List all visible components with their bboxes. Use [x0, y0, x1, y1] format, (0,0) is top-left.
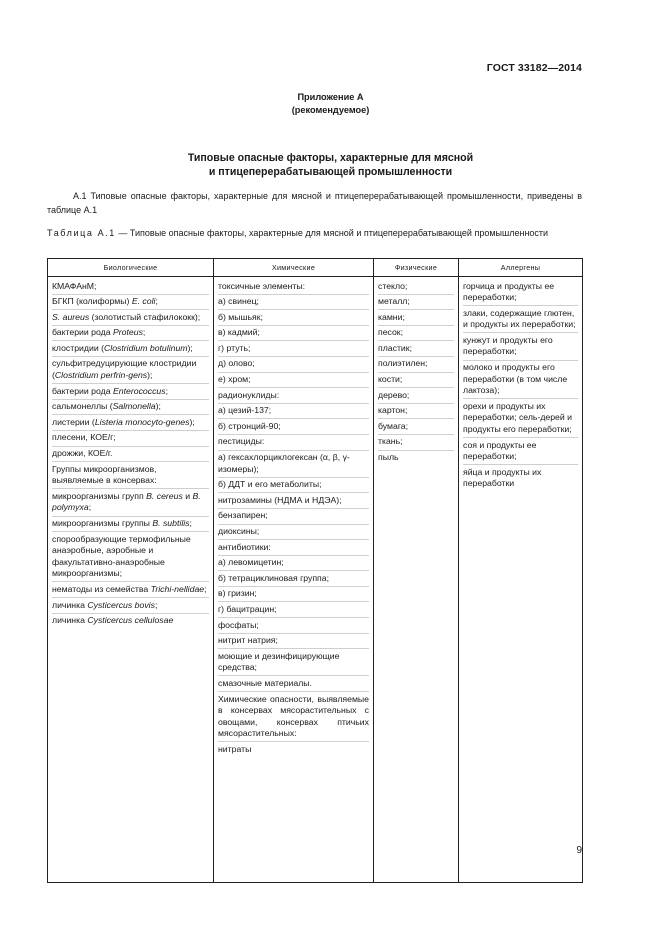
- chemical-item: Химические опасности, выявляемые в консервах мясорастительных с овощами, консервах птичьих мясорастительных:: [218, 692, 369, 742]
- intro-paragraph: А.1 Типовые опасные факторы, характерные для мясной и птицеперерабатывающей промышленности, приведены в таблице А.1: [47, 191, 582, 215]
- biological-item: микроорганизмы групп B. cereus и B. polymyxa;: [52, 489, 209, 516]
- hazard-factors-table: [47, 258, 583, 883]
- allergens-item: орехи и продукты их переработки; сель-дерей и продукты его переработки;: [463, 399, 578, 438]
- section-title-line-2: и птицеперерабатывающей промышленности: [208, 165, 453, 178]
- physical-item: пыль: [378, 452, 399, 463]
- chemical-item: диоксины;: [218, 525, 369, 541]
- biological-item: плесени, КОЕ/г;: [52, 431, 209, 447]
- biological-cell: [48, 277, 214, 883]
- biological-item: БГКП (колиформы) E. coli;: [52, 295, 209, 311]
- chemical-list: [218, 279, 369, 757]
- chemical-item: а) левомицетин;: [218, 556, 369, 572]
- physical-item: ткань;: [378, 435, 454, 451]
- chemical-item: моющие и дезинфицирующие средства;: [218, 649, 369, 676]
- chemical-item: б) стронций-90;: [218, 419, 369, 435]
- biological-item: сальмонеллы (Salmonella);: [52, 400, 209, 416]
- chemical-item: нитрозамины (НДМА и НДЭА);: [218, 493, 369, 509]
- allergens-item: злаки, содержащие глютен, и продукты их переработки;: [463, 306, 578, 333]
- table-caption-prefix: Таблица А.1: [47, 228, 116, 238]
- page-number: 9: [576, 845, 582, 856]
- allergens-cell: [459, 277, 583, 883]
- biological-item: листерии (Listeria monocyto-genes);: [52, 415, 209, 431]
- biological-item: КМАФАнМ;: [52, 279, 209, 295]
- chemical-item: г) ртуть;: [218, 341, 369, 357]
- biological-list: [52, 279, 209, 628]
- biological-item: микроорганизмы группы B. subtilis;: [52, 517, 209, 533]
- chemical-item: радионуклиды:: [218, 388, 369, 404]
- chemical-item: г) бацитрацин;: [218, 602, 369, 618]
- chemical-item: а) свинец;: [218, 295, 369, 311]
- table-caption-text: — Типовые опасные факторы, характерные для мясной и птицеперерабатывающей промышленности: [115, 228, 549, 238]
- chemical-item: а) гексахлорциклогексан (α, β, γ-изомеры);: [218, 451, 369, 478]
- section-title-line-1: Типовые опасные факторы, характерные для мясной: [187, 152, 474, 164]
- physical-item: картон;: [378, 404, 454, 420]
- table-body-row: [48, 277, 583, 883]
- header-physical: Физические: [374, 259, 459, 277]
- chemical-item: нитраты: [218, 743, 252, 754]
- chemical-item: в) кадмий;: [218, 326, 369, 342]
- allergens-list: [463, 279, 578, 492]
- physical-item: пластик;: [378, 341, 454, 357]
- biological-item: Группы микроорганизмов, выявляемые в консервах:: [52, 462, 209, 489]
- allergens-item: соя и продукты ее переработки;: [463, 438, 578, 465]
- header-allergens: Аллергены: [459, 259, 583, 277]
- header-biological: Биологические: [48, 259, 214, 277]
- allergens-item: молоко и продукты его переработки (в том числе лактоза);: [463, 361, 578, 400]
- physical-item: дерево;: [378, 388, 454, 404]
- appendix-heading: [0, 91, 661, 117]
- physical-item: камни;: [378, 310, 454, 326]
- chemical-item: бензапирен;: [218, 509, 369, 525]
- biological-item: нематоды из семейства Trichi-nellidae;: [52, 582, 209, 598]
- chemical-cell: [214, 277, 374, 883]
- allergens-item: яйца и продукты их переработки: [463, 466, 542, 489]
- allergens-item: горчица и продукты ее переработки;: [463, 279, 578, 306]
- chemical-item: антибиотики:: [218, 540, 369, 556]
- biological-item: S. aureus (золотистый стафилококк);: [52, 310, 209, 326]
- physical-cell: [374, 277, 459, 883]
- physical-item: металл;: [378, 295, 454, 311]
- biological-item: спорообразующие термофильные анаэробные, аэробные и факультативно-анаэробные микроорганизмы;: [52, 532, 209, 582]
- biological-item: личинка Cysticercus bovis;: [52, 598, 209, 614]
- physical-item: стекло;: [378, 279, 454, 295]
- header-chemical: Химические: [214, 259, 374, 277]
- biological-item: бактерии рода Proteus;: [52, 326, 209, 342]
- physical-list: [378, 279, 454, 465]
- chemical-item: смазочные материалы.: [218, 676, 369, 692]
- chemical-item: нитрит натрия;: [218, 634, 369, 650]
- biological-item: сульфитредуцирующие клостридии (Clostridium perfrin-gens);: [52, 357, 209, 384]
- physical-item: бумага;: [378, 419, 454, 435]
- biological-item: бактерии рода Enterococcus;: [52, 384, 209, 400]
- allergens-item: кунжут и продукты его переработки;: [463, 333, 578, 360]
- chemical-item: в) гризин;: [218, 587, 369, 603]
- section-title: [0, 152, 661, 179]
- chemical-item: б) ДДТ и его метаболиты;: [218, 478, 369, 494]
- chemical-item: б) мышьяк;: [218, 310, 369, 326]
- chemical-item: д) олово;: [218, 357, 369, 373]
- biological-item: личинка Cysticercus cellulosae: [52, 615, 174, 626]
- table-caption: [47, 227, 582, 240]
- biological-item: клостридии (Clostridium botulinum);: [52, 341, 209, 357]
- chemical-item: токсичные элементы:: [218, 279, 369, 295]
- chemical-item: пестициды:: [218, 435, 369, 451]
- physical-item: песок;: [378, 326, 454, 342]
- appendix-status: (рекомендуемое): [291, 105, 370, 115]
- chemical-item: е) хром;: [218, 373, 369, 389]
- chemical-item: б) тетрациклиновая группа;: [218, 571, 369, 587]
- physical-item: кости;: [378, 373, 454, 389]
- physical-item: полиэтилен;: [378, 357, 454, 373]
- document-code: ГОСТ 33182—2014: [486, 62, 582, 74]
- table-header-row: [48, 259, 583, 277]
- chemical-item: а) цезий-137;: [218, 404, 369, 420]
- appendix-title: Приложение А: [297, 92, 364, 102]
- biological-item: дрожжи, КОЕ/г.: [52, 447, 209, 463]
- chemical-item: фосфаты;: [218, 618, 369, 634]
